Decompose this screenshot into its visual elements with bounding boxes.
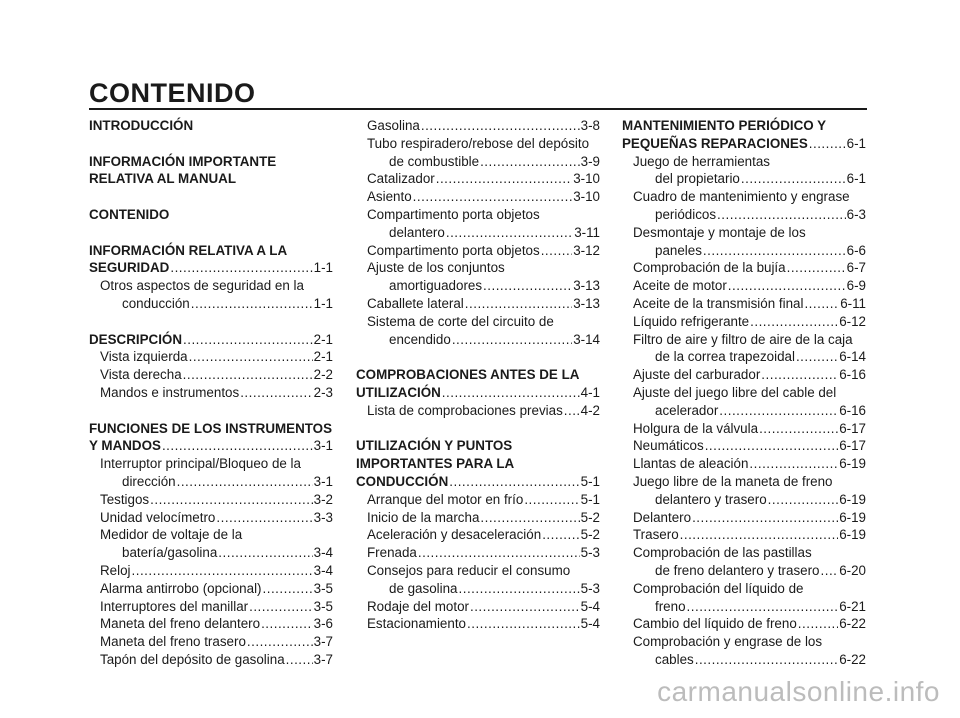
toc-column-3 xyxy=(622,117,866,669)
toc-page-number: 6-17 xyxy=(839,420,866,436)
dot-leader xyxy=(216,509,312,527)
toc-entry[interactable] xyxy=(356,117,600,135)
toc-page-number: 5-1 xyxy=(580,473,600,489)
toc-entry-text: Estacionamiento xyxy=(367,616,466,632)
toc-page-number: 3-2 xyxy=(313,491,333,507)
toc-entry-text: Compartimento porta objetos xyxy=(367,242,540,258)
toc-entry-text: Inicio de la marcha xyxy=(367,509,480,525)
toc-entry-text: delantero y trasero xyxy=(655,491,767,507)
toc-page-number: 3-14 xyxy=(573,331,600,347)
toc-entry[interactable] xyxy=(622,366,866,384)
toc-page-number: 3-4 xyxy=(313,545,333,561)
toc-entry[interactable] xyxy=(356,259,600,295)
toc-entry-text: conducción xyxy=(122,295,190,311)
toc-page-number: 5-1 xyxy=(580,491,600,507)
toc-entry-text: Interruptor principal/Bloqueo de la xyxy=(100,456,301,472)
toc-entry[interactable] xyxy=(89,615,333,633)
toc-entry-text: CONDUCCIÓN xyxy=(356,473,449,489)
toc-page-number: 6-19 xyxy=(839,509,866,525)
toc-page-number: 3-1 xyxy=(313,438,333,454)
toc-entry-text: Vista izquierda xyxy=(100,349,188,365)
toc-entry[interactable] xyxy=(356,188,600,206)
toc-page-number: 3-11 xyxy=(574,224,600,240)
toc-entry[interactable] xyxy=(89,491,333,509)
toc-section-heading[interactable] xyxy=(356,437,600,490)
dot-leader xyxy=(480,153,580,171)
dot-leader xyxy=(741,170,846,188)
toc-entry-text: Reloj xyxy=(100,562,131,578)
toc-column-2 xyxy=(356,117,600,633)
toc-page-number: 6-7 xyxy=(846,260,866,276)
toc-entry[interactable] xyxy=(622,526,866,544)
toc-entry-text: Cuadro de mantenimiento y engrase xyxy=(633,189,850,205)
toc-entry-text: dirección xyxy=(122,473,176,489)
dot-leader xyxy=(286,651,313,669)
toc-entry[interactable] xyxy=(622,509,866,527)
toc-entry-text: periódicos xyxy=(655,206,717,222)
toc-spacer xyxy=(89,188,333,206)
dot-leader xyxy=(247,633,313,651)
toc-entry[interactable] xyxy=(356,313,600,349)
toc-entry-text: delantero xyxy=(389,224,445,240)
toc-entry[interactable] xyxy=(356,402,600,420)
toc-entry[interactable] xyxy=(356,598,600,616)
dot-leader xyxy=(421,117,580,135)
toc-entry-text: Otros aspectos de seguridad en la xyxy=(100,278,304,294)
toc-entry-text: CONTENIDO xyxy=(89,206,170,222)
toc-page-number: 3-12 xyxy=(573,242,600,258)
toc-page-number: 3-10 xyxy=(573,189,600,205)
toc-page-number: 6-19 xyxy=(839,491,866,507)
dot-leader xyxy=(719,402,838,420)
toc-entry-text: Frenada xyxy=(367,545,417,561)
toc-page-number: 6-6 xyxy=(846,242,866,258)
toc-spacer xyxy=(356,348,600,366)
toc-entry-text: Arranque del motor en frío xyxy=(367,491,524,507)
toc-entry[interactable] xyxy=(622,259,866,277)
toc-entry-text: Medidor de voltaje de la xyxy=(100,527,243,543)
toc-entry-text: Juego libre de la maneta de freno xyxy=(633,473,833,489)
toc-page-number: 1-1 xyxy=(313,260,333,276)
toc-entry-text: Aceite de la transmisión final xyxy=(633,295,804,311)
dot-leader xyxy=(436,170,572,188)
toc-entry[interactable] xyxy=(356,562,600,598)
toc-spacer xyxy=(89,135,333,153)
toc-entry-text: SEGURIDAD xyxy=(89,260,170,276)
toc-entry-text: Testigos xyxy=(100,491,150,507)
toc-entry[interactable] xyxy=(356,526,600,544)
toc-entry[interactable] xyxy=(89,526,333,562)
toc-entry-text: Holgura de la válvula xyxy=(633,420,759,436)
toc-entry-text: Aceleración y desaceleración xyxy=(367,527,542,543)
toc-page-number: 2-1 xyxy=(313,331,333,347)
dot-leader xyxy=(787,259,846,277)
toc-entry[interactable] xyxy=(356,544,600,562)
dot-leader xyxy=(261,615,313,633)
toc-entry[interactable] xyxy=(622,277,866,295)
toc-entry-text: Y MANDOS xyxy=(89,438,161,454)
dot-leader xyxy=(768,491,839,509)
dot-leader xyxy=(162,437,313,455)
toc-page-number: 3-8 xyxy=(580,118,600,133)
dot-leader xyxy=(467,615,580,633)
toc-page-number: 3-9 xyxy=(580,153,600,169)
toc-entry[interactable] xyxy=(622,473,866,509)
toc-entry[interactable] xyxy=(622,544,866,580)
dot-leader xyxy=(480,509,579,527)
dot-leader xyxy=(695,651,838,669)
toc-entry[interactable] xyxy=(622,313,866,331)
dot-leader xyxy=(761,366,838,384)
toc-entry-text: INTRODUCCIÓN xyxy=(89,118,194,133)
toc-entry-text: Maneta del freno trasero xyxy=(100,634,246,650)
toc-entry-text: Vista derecha xyxy=(100,367,182,383)
toc-entry[interactable] xyxy=(89,562,333,580)
toc-page-number: 6-22 xyxy=(839,651,866,667)
toc-entry[interactable] xyxy=(89,633,333,651)
toc-entry-text: Consejos para reducir el consumo xyxy=(367,562,571,578)
toc-page-number: 6-19 xyxy=(839,527,866,543)
toc-page-number: 6-1 xyxy=(846,135,866,151)
dot-leader xyxy=(749,455,838,473)
toc-entry[interactable] xyxy=(356,242,600,260)
toc-entry[interactable] xyxy=(622,580,866,616)
toc-entry-text: Filtro de aire y filtro de aire de la caja xyxy=(633,331,853,347)
toc-page-number: 5-2 xyxy=(580,527,600,543)
toc-entry-text: Maneta del freno delantero xyxy=(100,616,261,632)
dot-leader xyxy=(449,473,579,491)
toc-entry-text: Cambio del líquido de freno xyxy=(633,616,797,632)
page-title: CONTENIDO xyxy=(89,78,256,108)
toc-entry[interactable] xyxy=(622,420,866,438)
toc-entry-text: Comprobación y engrase de los xyxy=(633,634,823,650)
dot-leader xyxy=(459,580,580,598)
toc-section-heading[interactable] xyxy=(89,331,333,349)
dot-leader xyxy=(413,188,573,206)
toc-page-number: 3-5 xyxy=(313,580,333,596)
toc-entry-text: Tubo respiradero/rebose del depósito xyxy=(367,135,590,151)
toc-entry-text: Neumáticos xyxy=(633,438,704,454)
dot-leader xyxy=(177,473,313,491)
toc-entry[interactable] xyxy=(89,455,333,491)
toc-entry-text: UTILIZACIÓN xyxy=(356,384,441,400)
toc-entry-text: Catalizador xyxy=(367,171,435,187)
toc-page-number: 6-21 xyxy=(839,598,866,614)
toc-entry-text: UTILIZACIÓN Y PUNTOS xyxy=(356,438,513,454)
dot-leader xyxy=(750,313,838,331)
toc-entry[interactable] xyxy=(622,384,866,420)
dot-leader xyxy=(728,277,846,295)
dot-leader xyxy=(798,615,838,633)
toc-section-heading[interactable] xyxy=(89,153,333,189)
toc-entry-text: batería/gasolina xyxy=(122,545,218,561)
title-divider xyxy=(89,108,867,110)
dot-leader xyxy=(796,348,838,366)
toc-entry-text: Asiento xyxy=(367,189,412,205)
toc-entry-text: Delantero xyxy=(633,509,692,525)
dot-leader xyxy=(804,295,839,313)
toc-entry-text: Ajuste del carburador xyxy=(633,367,761,383)
dot-leader xyxy=(150,491,313,509)
toc-entry[interactable] xyxy=(89,598,333,616)
toc-entry-text: Unidad velocímetro xyxy=(100,509,216,525)
toc-section-heading[interactable] xyxy=(89,117,333,135)
toc-page-number: 5-2 xyxy=(580,509,600,525)
toc-entry[interactable] xyxy=(356,615,600,633)
toc-entry-text: Alarma antirrobo (opcional) xyxy=(100,580,262,596)
toc-page-number: 3-7 xyxy=(313,634,333,650)
dot-leader xyxy=(418,544,580,562)
toc-page-number: 5-4 xyxy=(580,598,600,614)
toc-page-number: 6-14 xyxy=(839,349,866,365)
toc-entry[interactable] xyxy=(356,135,600,171)
toc-entry-text: del propietario xyxy=(655,171,740,187)
toc-entry-text: Gasolina xyxy=(367,118,420,133)
toc-page-number: 5-3 xyxy=(580,580,600,596)
toc-entry-text: DESCRIPCIÓN xyxy=(89,331,183,347)
toc-entry[interactable] xyxy=(622,331,866,367)
toc-page-number: 3-4 xyxy=(313,562,333,578)
toc-entry-text: Rodaje del motor xyxy=(367,598,469,614)
dot-leader xyxy=(189,348,313,366)
dot-leader xyxy=(687,598,839,616)
toc-section-heading[interactable] xyxy=(89,206,333,224)
toc-entry[interactable] xyxy=(356,170,600,188)
toc-entry-text: INFORMACIÓN RELATIVA A LA xyxy=(89,242,288,258)
toc-spacer xyxy=(89,402,333,420)
toc-entry[interactable] xyxy=(622,224,866,260)
toc-page-number: 6-1 xyxy=(846,171,866,187)
toc-entry-text: IMPORTANTES PARA LA xyxy=(356,456,515,472)
toc-entry-text: FUNCIONES DE LOS INSTRUMENTOS xyxy=(89,420,333,436)
toc-page-number: 6-19 xyxy=(839,456,866,472)
dot-leader xyxy=(442,384,580,402)
dot-leader xyxy=(692,509,838,527)
toc-entry-text: encendido xyxy=(389,331,451,347)
toc-entry-text: Sistema de corte del circuito de xyxy=(367,313,554,329)
toc-page-number: 2-3 xyxy=(313,384,333,400)
toc-page-number: 3-1 xyxy=(313,473,333,489)
toc-page-number: 3-13 xyxy=(573,278,600,294)
toc-page-number: 6-22 xyxy=(839,616,866,632)
toc-entry[interactable] xyxy=(356,509,600,527)
toc-page-number: 3-5 xyxy=(313,598,333,614)
watermark: carmanualsonline.info xyxy=(657,676,940,707)
toc-entry-text: Mandos e instrumentos xyxy=(100,384,240,400)
toc-page-number: 6-3 xyxy=(846,206,866,222)
toc-entry[interactable] xyxy=(89,277,333,313)
toc-section-heading[interactable] xyxy=(89,420,333,456)
dot-leader xyxy=(717,206,846,224)
toc-entry[interactable] xyxy=(622,295,866,313)
toc-page-number: 6-16 xyxy=(839,402,866,418)
dot-leader xyxy=(759,420,838,438)
toc-page-number: 6-20 xyxy=(839,562,866,578)
toc-entry[interactable] xyxy=(622,437,866,455)
toc-entry[interactable] xyxy=(89,651,333,669)
toc-entry-text: freno xyxy=(655,598,686,614)
dot-leader xyxy=(542,526,579,544)
dot-leader xyxy=(470,598,580,616)
dot-leader xyxy=(452,331,572,349)
toc-entry[interactable] xyxy=(89,384,333,402)
toc-entry[interactable] xyxy=(622,633,866,669)
toc-entry[interactable] xyxy=(89,580,333,598)
toc-entry[interactable] xyxy=(356,491,600,509)
toc-page-number: 2-1 xyxy=(313,349,333,365)
toc-entry-text: Comprobación del líquido de xyxy=(633,580,804,596)
toc-section-heading[interactable] xyxy=(622,117,866,153)
dot-leader xyxy=(465,295,572,313)
dot-leader xyxy=(680,526,839,544)
dot-leader xyxy=(809,135,846,153)
toc-entry[interactable] xyxy=(89,509,333,527)
toc-entry[interactable] xyxy=(622,455,866,473)
toc-entry-text: de combustible xyxy=(389,153,480,169)
dot-leader xyxy=(183,366,313,384)
toc-page-number: 3-10 xyxy=(573,171,600,187)
toc-entry-text: Trasero xyxy=(633,527,679,543)
toc-entry-text: Desmontaje y montaje de los xyxy=(633,224,806,240)
toc-entry[interactable] xyxy=(89,366,333,384)
toc-entry-text: amortiguadores xyxy=(389,278,483,294)
toc-page-number: 4-2 xyxy=(580,402,600,418)
dot-leader xyxy=(541,242,573,260)
dot-leader xyxy=(191,295,313,313)
toc-page-number: 5-3 xyxy=(580,545,600,561)
toc-page-number: 5-4 xyxy=(580,616,600,632)
toc-entry-text: Juego de herramientas xyxy=(633,153,770,169)
dot-leader xyxy=(170,259,312,277)
toc-spacer xyxy=(89,313,333,331)
dot-leader xyxy=(703,242,846,260)
toc-entry[interactable] xyxy=(622,153,866,189)
dot-leader xyxy=(446,224,573,242)
toc-page-number: 4-1 xyxy=(580,384,600,400)
toc-entry-text: Compartimento porta objetos xyxy=(367,206,540,222)
toc-entry-text: paneles xyxy=(655,242,702,258)
toc-page-number: 6-11 xyxy=(840,295,866,311)
toc-entry-text: cables xyxy=(655,651,694,667)
dot-leader xyxy=(263,580,313,598)
toc-spacer xyxy=(356,420,600,438)
toc-entry-text: Comprobación de la bujía xyxy=(633,260,786,276)
toc-page-number: 3-3 xyxy=(313,509,333,525)
toc-page-number: 3-6 xyxy=(313,616,333,632)
dot-leader xyxy=(218,544,312,562)
dot-leader xyxy=(483,277,572,295)
toc-entry[interactable] xyxy=(356,206,600,242)
dot-leader xyxy=(524,491,579,509)
toc-entry[interactable] xyxy=(622,188,866,224)
toc-entry-text: de freno delantero y trasero xyxy=(655,562,820,578)
toc-page-number: 6-16 xyxy=(839,367,866,383)
dot-leader xyxy=(240,384,312,402)
toc-entry[interactable] xyxy=(89,348,333,366)
toc-page-number: 1-1 xyxy=(313,295,333,311)
toc-entry-text: Lista de comprobaciones previas xyxy=(367,402,563,418)
toc-entry-text: Comprobación de las pastillas xyxy=(633,545,812,561)
toc-entry-text: Ajuste del juego libre del cable del xyxy=(633,384,837,400)
toc-page-number: 6-9 xyxy=(846,278,866,294)
toc-entry-text: Interruptores del manillar xyxy=(100,598,249,614)
toc-entry-text: RELATIVA AL MANUAL xyxy=(89,171,237,187)
toc-page-number: 6-17 xyxy=(839,438,866,454)
toc-entry-text: Ajuste de los conjuntos xyxy=(367,260,505,276)
toc-page-number: 2-2 xyxy=(313,367,333,383)
toc-entry-text: acelerador xyxy=(655,402,719,418)
toc-section-heading[interactable] xyxy=(89,242,333,278)
toc-page-number: 3-13 xyxy=(573,295,600,311)
toc-entry-text: Aceite de motor xyxy=(633,278,727,294)
toc-spacer xyxy=(89,224,333,242)
dot-leader xyxy=(249,598,313,616)
toc-entry-text: Líquido refrigerante xyxy=(633,313,750,329)
dot-leader xyxy=(705,437,838,455)
dot-leader xyxy=(183,331,313,349)
toc-page-number: 3-7 xyxy=(313,651,333,667)
toc-entry-text: Tapón del depósito de gasolina xyxy=(100,651,285,667)
toc-entry-text: PEQUEÑAS REPARACIONES xyxy=(622,135,808,151)
toc-entry-text: COMPROBACIONES ANTES DE LA xyxy=(356,367,580,383)
toc-entry-text: Llantas de aleación xyxy=(633,456,749,472)
toc-entry[interactable] xyxy=(356,295,600,313)
toc-entry[interactable] xyxy=(622,615,866,633)
toc-entry-text: de gasolina xyxy=(389,580,458,596)
dot-leader xyxy=(132,562,313,580)
toc-section-heading[interactable] xyxy=(356,366,600,402)
toc-entry-text: INFORMACIÓN IMPORTANTE xyxy=(89,153,277,169)
dot-leader xyxy=(821,562,839,580)
toc-entry-text: de la correa trapezoidal xyxy=(655,349,795,365)
dot-leader xyxy=(564,402,580,420)
toc-column-1 xyxy=(89,117,333,669)
toc-page-number: 6-12 xyxy=(839,313,866,329)
toc-entry-text: Caballete lateral xyxy=(367,295,464,311)
toc-entry-text: MANTENIMIENTO PERIÓDICO Y xyxy=(622,118,827,133)
